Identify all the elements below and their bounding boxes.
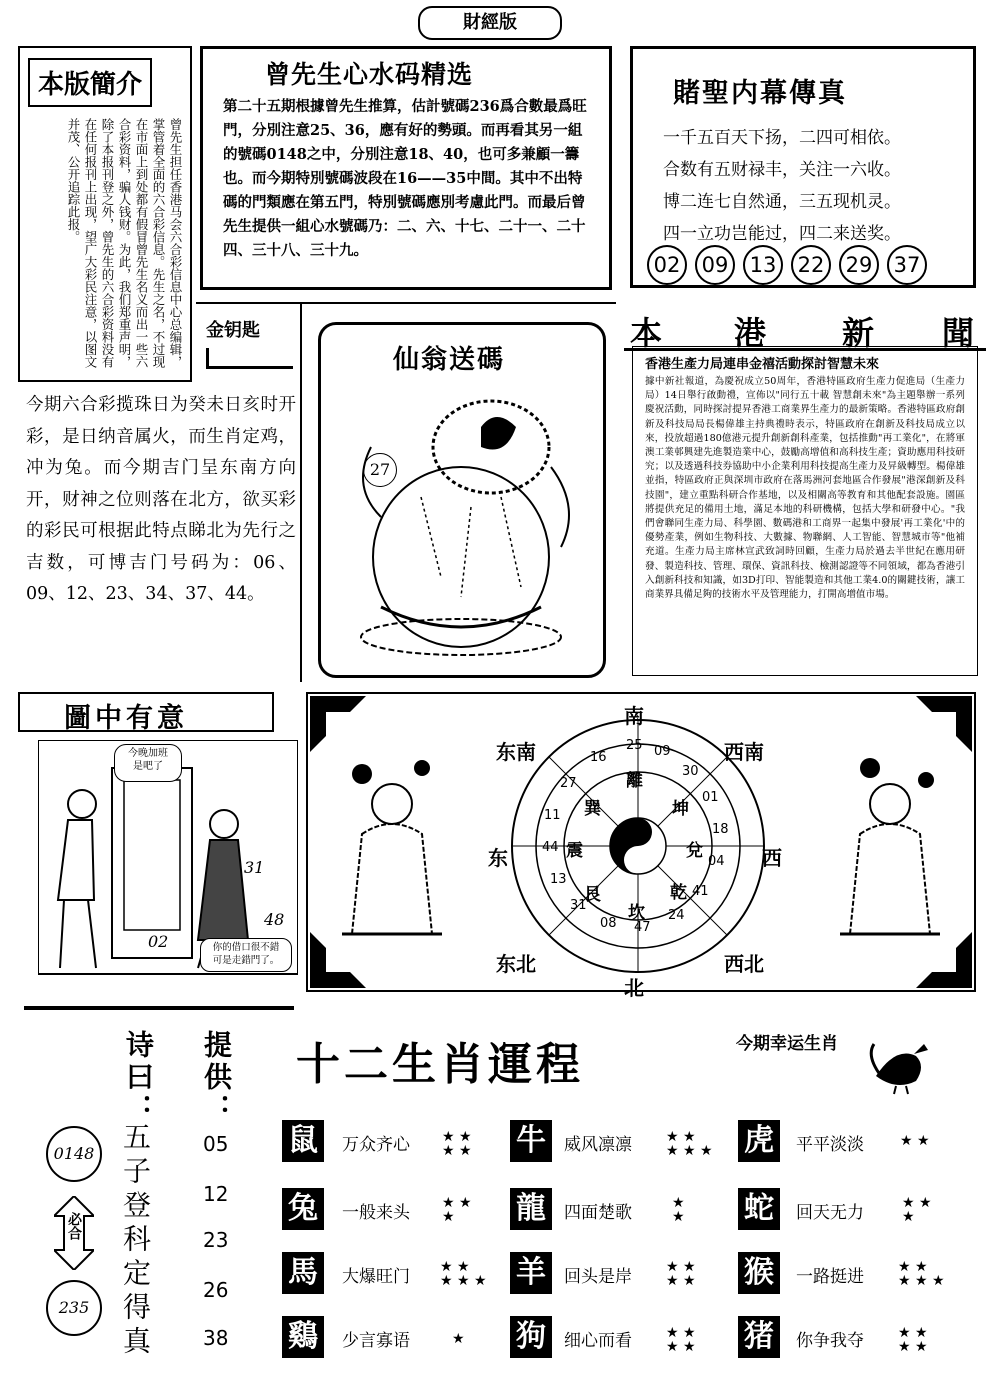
insider-line-1: 一千五百天下扬，二四可相依。 — [663, 128, 901, 148]
cartoon-number: 31 — [244, 858, 265, 877]
immortal-number: 27 — [363, 453, 397, 487]
news-masthead-char: 新 — [842, 314, 875, 352]
zodiac-animal: 龍 — [510, 1188, 552, 1230]
zodiac-stars: ★ ★ ★ ★ ★ — [898, 1259, 945, 1289]
poem-label: 诗曰： — [122, 1030, 155, 1126]
insider-number: 02 — [647, 245, 687, 285]
zodiac-animal: 猴 — [738, 1252, 780, 1294]
trigram-label: 震 — [566, 841, 583, 861]
circle-number-1: 0148 — [46, 1126, 102, 1182]
zodiac-animal: 猪 — [738, 1316, 780, 1358]
zodiac-title: 十二生肖運程 — [296, 1039, 584, 1090]
trigram-label: 艮 — [584, 885, 601, 905]
provide-label: 提供： — [200, 1030, 233, 1126]
trigram-label: 離 — [626, 771, 643, 791]
divider — [24, 1006, 294, 1010]
wheel-number: 27 — [560, 776, 577, 791]
zodiac-phrase: 你争我夺 — [796, 1331, 864, 1351]
zodiac-phrase: 细心而看 — [564, 1331, 632, 1351]
provide-number: 23 — [203, 1228, 229, 1252]
zodiac-animal: 鼠 — [282, 1120, 324, 1162]
zodiac-animal: 兔 — [282, 1188, 324, 1230]
trigram-label: 乾 — [670, 883, 687, 903]
zodiac-stars: ★ ★ ★ ★ — [666, 1325, 696, 1355]
wheel-number: 25 — [626, 738, 643, 753]
insider-number: 13 — [743, 245, 783, 285]
trigram-label: 兌 — [686, 841, 703, 861]
immortal-illustration — [321, 377, 605, 667]
zodiac-phrase: 一路挺进 — [796, 1267, 864, 1287]
wheel-number: 47 — [634, 920, 651, 935]
wheel-number: 08 — [600, 916, 617, 931]
goldkey-section — [18, 304, 298, 682]
zodiac-subtitle: 今期幸运生肖 — [736, 1034, 838, 1054]
picture-title: 圖中有意 — [64, 703, 188, 734]
direction-north: 北 — [624, 976, 644, 1000]
news-section — [624, 306, 986, 688]
direction-northeast: 东北 — [496, 952, 536, 976]
news-masthead-char: 港 — [734, 314, 767, 352]
zodiac-stars: ★ ★ ★ — [902, 1195, 932, 1225]
news-masthead-char: 本 — [630, 314, 663, 352]
insider-line-2: 合数有五财禄丰，关注一六收。 — [663, 160, 901, 180]
direction-southeast: 东南 — [496, 740, 536, 764]
secret-body: 第二十五期根據曾先生推算，估計號碼236爲合數最爲旺門，分別注意25、36，應有好的勢頭。而再看其另一組的號碼0148之中，分別注意18、40，也可多兼顧一籌也。而今期特別號碼波段在16——35中間。其中不出特碼的門類應在第五門，特別號碼應別考慮此門。而最后曾先生提供一組心水號碼乃：二、六、十七、二十一、二十四、三十八、三十九。 — [223, 98, 587, 259]
zodiac-stars: ★ ★ ★ ★ — [666, 1259, 696, 1289]
insider-title: 賭聖内幕傳真 — [673, 78, 847, 109]
left-figures-illustration — [332, 744, 452, 964]
news-box — [632, 346, 978, 676]
goldkey-ornament — [206, 348, 293, 369]
wheel-box — [306, 692, 976, 1000]
zodiac-phrase: 一般来头 — [342, 1203, 410, 1223]
cartoon-number: 48 — [264, 910, 285, 929]
goldkey-label: 金钥匙 — [206, 320, 260, 341]
direction-northwest: 西北 — [724, 952, 764, 976]
poem-text: 五子登科定得真 — [119, 1122, 152, 1360]
wheel-number: 18 — [712, 822, 729, 837]
header-badge: 財經版 — [418, 6, 562, 40]
zodiac-stars: ★ ★ — [900, 1133, 930, 1149]
trigram-label: 坤 — [672, 799, 689, 819]
news-masthead-char: 聞 — [942, 314, 975, 352]
news-masthead — [624, 308, 986, 351]
insider-number: 22 — [791, 245, 831, 285]
zodiac-phrase: 四面楚歌 — [564, 1203, 632, 1223]
insider-number: 37 — [887, 245, 927, 285]
divider — [300, 304, 302, 682]
goldkey-body: 今期六合彩揽珠日为癸未日亥时开彩，是日纳音属火，而生肖定鸡，冲为兔。而今期吉门呈东南方向开，财神之位则落在北方，欲买彩的彩民可根据此特点睇北为先行之吉数，可博吉门号码为：06、09、12、23、34、37、44。 — [26, 395, 296, 604]
insider-box — [630, 46, 976, 288]
direction-west: 西 — [762, 846, 782, 870]
rooster-icon — [866, 1036, 936, 1096]
zodiac-animal: 狗 — [510, 1316, 552, 1358]
zodiac-animal: 羊 — [510, 1252, 552, 1294]
zodiac-stars: ★ ★ ★ — [442, 1195, 472, 1225]
zodiac-phrase: 威风凛凛 — [564, 1135, 632, 1155]
trigram-label: 巽 — [584, 799, 601, 819]
circle-number-2: 235 — [46, 1280, 102, 1336]
zodiac-animal: 鷄 — [282, 1316, 324, 1358]
cartoon-number: 02 — [148, 932, 169, 951]
zodiac-phrase: 回天无力 — [796, 1203, 864, 1223]
picture-section — [18, 690, 298, 990]
zodiac-phrase: 回头是岸 — [564, 1267, 632, 1287]
provide-number: 12 — [203, 1182, 229, 1206]
zodiac-stars: ★ ★ ★ ★ — [442, 1129, 472, 1159]
picture-title-box — [18, 692, 274, 732]
secret-title: 曾先生心水码精选 — [265, 60, 474, 89]
zodiac-animal: 牛 — [510, 1120, 552, 1162]
cartoon-bubble-1: 今晚加班 是吧了 — [114, 744, 182, 782]
secret-box — [200, 46, 612, 290]
wheel-number: 11 — [544, 808, 561, 823]
wheel-number: 41 — [692, 884, 709, 899]
zodiac-animal: 虎 — [738, 1120, 780, 1162]
insider-number: 29 — [839, 245, 879, 285]
zodiac-stars: ★ ★ ★ ★ ★ — [440, 1259, 487, 1289]
news-body: 據中新社報道，為慶祝成立50周年，香港特區政府生產力促進局（生產力局）14日舉行啟動禮，宣佈以"同行五十載 智慧創未來"為主題舉辦一系列慶祝活動，同時探討提昇香港工商業界生產力的最新策略。香港特區政府創新及科技局局長楊偉雄主持典禮時表示，特區政府在創新及科技局成立以來，投放超過180億港元提升創新創科產業，包括推動"再工業化"，在將軍澳工業邨興建先進製造業中心，鼓勵高增值和高科技生產；資助應用科技研究；以及透過科技券協助中小企業利用科技提高生產力及昇級轉型。楊偉雄並指，特區政府正與深圳市政府在落馬洲河套地區合作發展"港深創新及科技園"，建立重點科研合作基地，以及相關高等教育和其他配套設施。園區將提供充足的備用土地，滿足本地的科研機構，包括大學和研發中心。"我們會聯同生產力局、科學園、數碼港和工商界一起集中發展'再工業化'中的優勢產業，例如生物科技、大數據、物聯網、人工智能、智慧城市等"他補充道。生產力局主席林宣武致詞時回顧，生產力局於過去半世紀在應用研發、製造科技、管理、環保、資訊科技、檢測認證等不同領域，都為香港引入創新科技和知識，如3D打印、智能製造和其他工業4.0的關鍵技術，讓工商業界具備足夠的技術水平及管理能力，打開高增值市場。 — [645, 376, 965, 601]
direction-south: 南 — [624, 704, 644, 728]
immortal-title: 仙翁送碼 — [393, 345, 506, 375]
zodiac-animal: 馬 — [282, 1252, 324, 1294]
zodiac-stars: ★ — [452, 1331, 465, 1347]
zodiac-phrase: 万众齐心 — [342, 1135, 410, 1155]
provide-number: 05 — [203, 1132, 229, 1156]
zodiac-animal: 蛇 — [738, 1188, 780, 1230]
news-headline: 香港生產力局連串金禧活動探討智慧未來 — [645, 357, 880, 372]
provide-number: 26 — [203, 1278, 229, 1302]
wheel-number: 30 — [682, 764, 699, 779]
insider-numbers — [647, 245, 935, 285]
arrow-label: 必合 — [66, 1212, 82, 1240]
trigram-label: 坎 — [628, 903, 645, 923]
direction-southwest: 西南 — [724, 740, 764, 764]
cartoon-bubble-2: 你的借口很不錯 可是走錯門了。 — [200, 938, 292, 972]
zodiac-stars: ★ ★ — [672, 1195, 685, 1225]
zodiac-stars: ★ ★ ★ ★ — [898, 1325, 928, 1355]
right-figures-illustration — [830, 744, 950, 964]
intro-body: 曾先生担任香港马会六合彩信息中心总编辑，掌管着全面的六合彩信息。先生之名，不过现在市面上到处都有假冒曾先生名义而出一些六合彩资料，骗人钱财。为此，我们郑重声明，除了本报刊登之外，曾先生的六合彩资料没有在任何报刊上出现，望广大彩民注意，以图文并茂、公开追踪此报。 — [66, 118, 183, 368]
direction-east: 东 — [488, 846, 508, 870]
insider-line-3: 博二连七自然通，三五现机灵。 — [663, 192, 901, 212]
wheel-number: 44 — [542, 840, 559, 855]
zodiac-phrase: 平平淡淡 — [796, 1135, 864, 1155]
zodiac-phrase: 少言寡语 — [342, 1331, 410, 1351]
provide-number: 38 — [203, 1326, 229, 1350]
wheel-number: 09 — [654, 744, 671, 759]
wheel-number: 31 — [570, 898, 587, 913]
zodiac-phrase: 大爆旺门 — [342, 1267, 410, 1287]
wheel-number: 16 — [590, 750, 607, 765]
wheel-number: 13 — [550, 872, 567, 887]
immortal-box — [318, 322, 606, 678]
insider-number: 09 — [695, 245, 735, 285]
intro-title: 本版簡介 — [28, 58, 152, 107]
wheel-number: 24 — [668, 908, 685, 923]
zodiac-stars: ★ ★ ★ ★ ★ — [666, 1129, 713, 1159]
wheel-number: 01 — [702, 790, 719, 805]
insider-line-4: 四一立功岂能过，四二来送奖。 — [663, 224, 901, 244]
wheel-number: 04 — [708, 854, 725, 869]
